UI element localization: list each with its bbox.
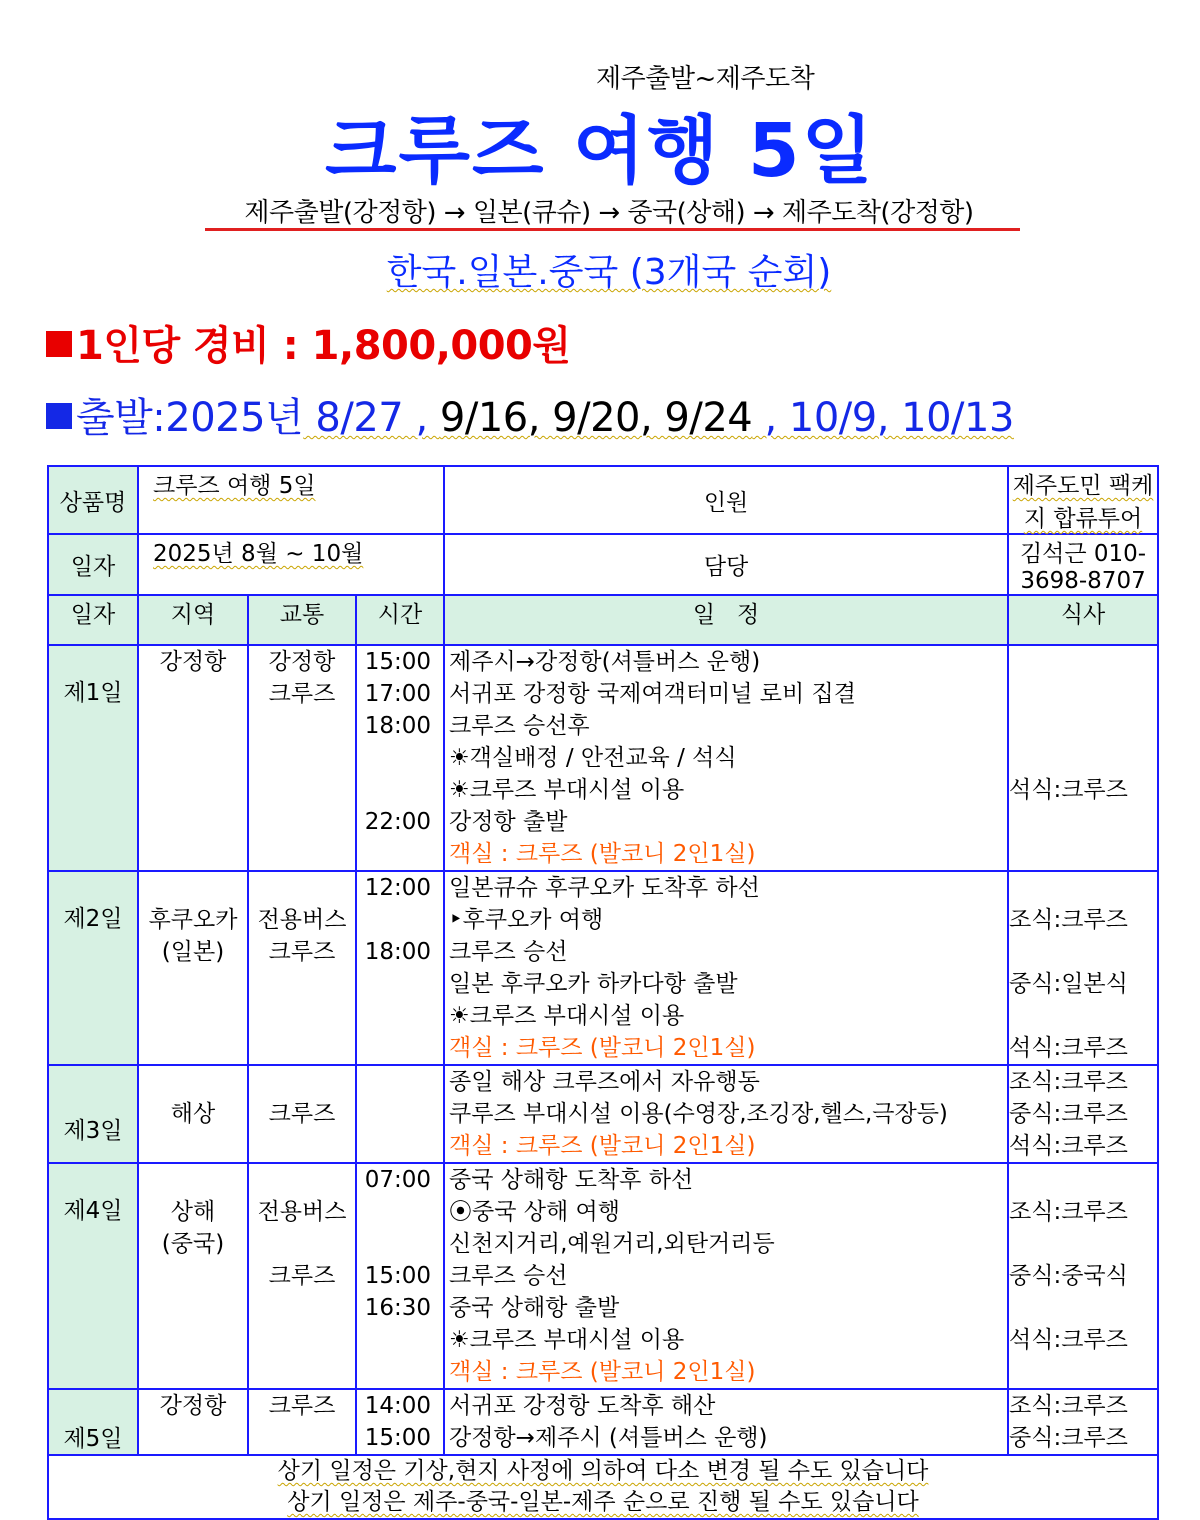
date-value: 2025년 8월 ~ 10월 (138, 534, 444, 595)
day-row (48, 871, 1158, 1065)
day-times (356, 1065, 444, 1163)
day-times-line (357, 1000, 443, 1032)
day-region-line: 해상 (170, 1101, 216, 1127)
day-times (356, 1389, 444, 1455)
people-label: 인원 (444, 466, 1008, 534)
day-schedule-line: 제주시→강정항(셔틀버스 운행) (449, 649, 761, 675)
countries-text (0, 244, 1200, 295)
day-region-line: (일본) (161, 939, 225, 965)
day-transport-line: 전용버스 (257, 1199, 347, 1225)
day-times-line (357, 1228, 443, 1260)
departure-label: 출발:2025년 (76, 395, 304, 441)
day-region-line: 후쿠오카 (148, 907, 238, 933)
day-schedule-line: 크루즈 승선 (449, 939, 568, 965)
day-schedule-line: 객실 : 크루즈 (발코니 2인1실) (449, 1035, 756, 1061)
day-transport (248, 1163, 356, 1389)
day-schedule-line: ☀객실배정 / 안전교육 / 석식 (449, 745, 737, 771)
manager-value: 김석근 010-3698-8707 (1008, 534, 1158, 595)
day-schedule-line: 강정항→제주시 (셔틀버스 운행) (449, 1425, 768, 1451)
day-region (138, 1389, 248, 1455)
day-times-line (357, 838, 443, 870)
col-meals: 식사 (1008, 595, 1158, 645)
day-transport-line: 크루즈 (268, 681, 336, 707)
day-meals-line (1009, 936, 1157, 968)
day-schedule-line: 객실 : 크루즈 (발코니 2인1실) (449, 1133, 756, 1159)
departure-dates-c: , 10/9, 10/13 (752, 395, 1014, 441)
day-times-line: 22:00 (364, 809, 432, 835)
day-transport-line: 크루즈 (268, 1101, 336, 1127)
price-text: 1인당 경비 : 1,800,000원 (76, 323, 571, 369)
day-meals-line (1009, 1228, 1157, 1260)
day-row (48, 645, 1158, 871)
day-meals-line: 석식:크루즈 (1009, 1133, 1128, 1159)
day-times-line (357, 1356, 443, 1388)
day-schedule (444, 1065, 1008, 1163)
day-schedule-line: 종일 해상 크루즈에서 자유행동 (449, 1069, 760, 1095)
column-header-row (48, 595, 1158, 645)
day-row (48, 1389, 1158, 1455)
day-region-line: 강정항 (159, 1393, 227, 1419)
day-times (356, 1163, 444, 1389)
day-schedule-line: 강정항 출발 (449, 809, 568, 835)
day-region-line (139, 1066, 247, 1098)
countries-label: 한국.일본.중국 (3개국 순회) (386, 252, 832, 293)
day-transport (248, 1065, 356, 1163)
day-meals-line (1009, 806, 1157, 838)
day-schedule-line: ☀크루즈 부대시설 이용 (449, 1327, 685, 1353)
day-times-line (357, 904, 443, 936)
day-times (356, 871, 444, 1065)
day-schedule (444, 645, 1008, 871)
day-schedule-line: ⦿중국 상해 여행 (449, 1199, 620, 1225)
day-meals-line (1009, 710, 1157, 742)
day-region (138, 1065, 248, 1163)
day-schedule-line: 일본큐슈 후쿠오카 도착후 하선 (449, 875, 760, 901)
footer-note-2: 상기 일정은 제주-중국-일본-제주 순으로 진행 될 수도 있습니다 (287, 1489, 919, 1515)
footer-notes (48, 1455, 1158, 1519)
day-region-line: (중국) (161, 1231, 225, 1257)
day-times-line: 15:00 (364, 1425, 432, 1451)
day-meals-line: 석식:크루즈 (1009, 1327, 1128, 1353)
departure-line (46, 386, 1014, 443)
day-schedule-line: 중국 상해항 출발 (449, 1295, 620, 1321)
route-text: 제주출발(강정항) → 일본(큐슈) → 중국(상해) → 제주도착(강정항) (244, 198, 974, 228)
blue-square-icon (46, 403, 72, 429)
day-schedule-line: ☀크루즈 부대시설 이용 (449, 1003, 685, 1029)
day-region-line: 상해 (170, 1199, 216, 1225)
product-value: 크루즈 여행 5일 (138, 466, 444, 534)
day-meals-line (1009, 1292, 1157, 1324)
footer-note-1: 상기 일정은 기상,현지 사정에 의하여 다소 변경 될 수도 있습니다 (277, 1458, 929, 1484)
day-transport-line (249, 1164, 355, 1196)
day-times-line (357, 968, 443, 1000)
day-schedule (444, 1389, 1008, 1455)
col-day: 일자 (48, 595, 138, 645)
day-label: 제3일 (48, 1065, 138, 1163)
day-meals (1008, 645, 1158, 871)
day-label: 제1일 (48, 645, 138, 871)
day-rows (48, 645, 1158, 1455)
day-times-line (357, 1032, 443, 1064)
day-transport-line (249, 1066, 355, 1098)
day-transport (248, 871, 356, 1065)
day-meals-line: 조식:크루즈 (1009, 907, 1128, 933)
day-region-line: 강정항 (159, 649, 227, 675)
day-times-line: 16:30 (364, 1295, 432, 1321)
day-schedule-line: 신천지거리,예원거리,외탄거리등 (449, 1231, 775, 1257)
departure-dates-b: 9/16, 9/20, 9/24 (439, 395, 753, 441)
day-schedule (444, 871, 1008, 1065)
day-meals-line: 조식:크루즈 (1009, 1069, 1128, 1095)
price-line (46, 314, 571, 371)
day-transport (248, 645, 356, 871)
day-transport-line: 크루즈 (268, 939, 336, 965)
day-label: 제5일 (48, 1389, 138, 1455)
day-times-line: 15:00 (364, 649, 432, 675)
day-transport-line: 전용버스 (257, 907, 347, 933)
day-times-line (357, 774, 443, 806)
day-times-line: 17:00 (364, 681, 432, 707)
day-transport-line (249, 872, 355, 904)
day-meals-line: 조식:크루즈 (1009, 1393, 1128, 1419)
day-times-line: 18:00 (364, 939, 432, 965)
day-schedule-line: 객실 : 크루즈 (발코니 2인1실) (449, 1359, 756, 1385)
product-label: 상품명 (48, 466, 138, 534)
people-value: 제주도민 팩케지 합류투어 (1008, 466, 1158, 534)
day-meals-line: 중식:크루즈 (1009, 1425, 1128, 1451)
info-row-date (48, 534, 1158, 595)
day-label: 제2일 (48, 871, 138, 1065)
day-transport (248, 1389, 356, 1455)
day-meals-line: 석식:크루즈 (1009, 1035, 1128, 1061)
day-times-line: 14:00 (364, 1393, 432, 1419)
page-title: 크루즈 여행 5일 (325, 108, 875, 194)
itinerary-table (47, 465, 1159, 1520)
day-region (138, 1163, 248, 1389)
info-row-product (48, 466, 1158, 534)
day-schedule-line: 객실 : 크루즈 (발코니 2인1실) (449, 841, 756, 867)
header-subtitle: 제주출발~제주도착 (596, 64, 815, 94)
day-region-line (139, 1164, 247, 1196)
day-meals-line (1009, 646, 1157, 678)
day-transport-line: 크루즈 (268, 1393, 336, 1419)
day-meals-line (1009, 678, 1157, 710)
day-region-line (139, 872, 247, 904)
day-region (138, 645, 248, 871)
day-times-line: 07:00 (364, 1167, 432, 1193)
col-schedule: 일 정 (444, 595, 1008, 645)
day-meals-line (1009, 1000, 1157, 1032)
date-label: 일자 (48, 534, 138, 595)
day-times-line (357, 1066, 443, 1098)
day-schedule-line: 크루즈 승선후 (449, 713, 590, 739)
day-meals-line (1009, 742, 1157, 774)
day-row (48, 1163, 1158, 1389)
day-meals (1008, 1163, 1158, 1389)
manager-label: 담당 (444, 534, 1008, 595)
day-times-line (357, 742, 443, 774)
departure-dates-a: 8/27 , (303, 395, 440, 441)
day-times-line (357, 1196, 443, 1228)
day-meals-line: 중식:중국식 (1009, 1263, 1128, 1289)
day-meals (1008, 1389, 1158, 1455)
footer-row (48, 1455, 1158, 1519)
col-time: 시간 (356, 595, 444, 645)
day-schedule-line: 크루즈 승선 (449, 1263, 568, 1289)
route-underline (205, 228, 1020, 231)
col-transport: 교통 (248, 595, 356, 645)
day-times (356, 645, 444, 871)
day-times-line (357, 1324, 443, 1356)
day-schedule-line: ‣후쿠오카 여행 (449, 907, 604, 933)
day-times-line (357, 1098, 443, 1130)
day-meals-line: 중식:크루즈 (1009, 1101, 1128, 1127)
day-meals (1008, 1065, 1158, 1163)
day-schedule-line: 일본 후쿠오카 하카다항 출발 (449, 971, 738, 997)
day-meals-line: 중식:일본식 (1009, 971, 1128, 997)
day-transport-line (249, 1228, 355, 1260)
day-schedule-line: ☀크루즈 부대시설 이용 (449, 777, 685, 803)
day-label: 제4일 (48, 1163, 138, 1389)
day-times-line: 18:00 (364, 713, 432, 739)
day-schedule-line: 중국 상해항 도착후 하선 (449, 1167, 694, 1193)
day-meals-line (1009, 872, 1157, 904)
day-schedule-line: 서귀포 강정항 국제여객터미널 로비 집결 (449, 681, 856, 707)
day-meals (1008, 871, 1158, 1065)
day-times-line (357, 1130, 443, 1162)
day-transport-line: 크루즈 (268, 1263, 336, 1289)
day-times-line: 12:00 (364, 875, 432, 901)
red-square-icon (46, 331, 72, 357)
day-times-line: 15:00 (364, 1263, 432, 1289)
day-schedule-line: 서귀포 강정항 도착후 해산 (449, 1393, 716, 1419)
day-meals-line (1009, 1356, 1157, 1388)
day-meals-line: 조식:크루즈 (1009, 1199, 1128, 1225)
day-row (48, 1065, 1158, 1163)
day-meals-line (1009, 838, 1157, 870)
day-region (138, 871, 248, 1065)
day-transport-line: 강정항 (268, 649, 336, 675)
day-meals-line (1009, 1164, 1157, 1196)
col-region: 지역 (138, 595, 248, 645)
day-schedule (444, 1163, 1008, 1389)
day-meals-line: 석식:크루즈 (1009, 777, 1128, 803)
day-schedule-line: 쿠루즈 부대시설 이용(수영장,조깅장,헬스,극장등) (449, 1101, 948, 1127)
